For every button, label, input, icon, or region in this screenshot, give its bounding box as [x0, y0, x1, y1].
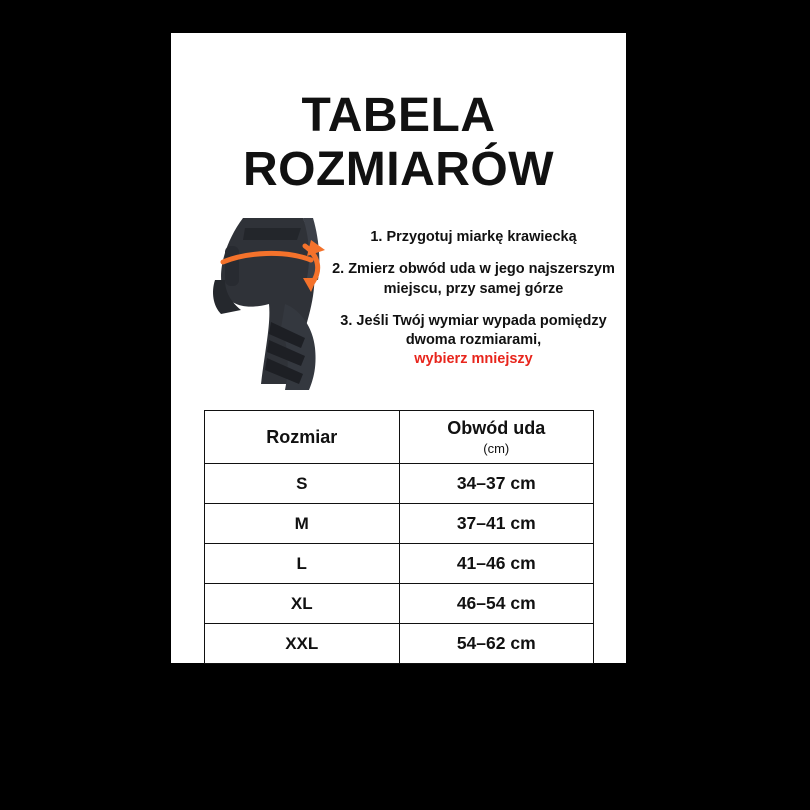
table-row	[205, 464, 594, 504]
leg-illustration-svg	[185, 218, 350, 393]
table-row	[205, 544, 594, 584]
instruction-step-3-text: 3. Jeśli Twój wymiar wypada pomiędzy dwoma rozmiarami,	[340, 312, 607, 349]
cell-size: L	[205, 544, 400, 584]
table-row	[205, 624, 594, 664]
size-table	[204, 410, 594, 664]
header-size: Rozmiar	[205, 411, 400, 464]
size-chart-card	[171, 33, 626, 663]
cell-circumference: 37–41 cm	[399, 504, 594, 544]
cell-size: XL	[205, 584, 400, 624]
header-circumference-unit: (cm)	[483, 441, 510, 456]
instruction-highlight: wybierz mniejszy	[414, 351, 533, 368]
cell-circumference: 46–54 cm	[399, 584, 594, 624]
cell-size: S	[205, 464, 400, 504]
header-circumference-label: Obwód uda	[447, 418, 546, 438]
instruction-step-3	[331, 312, 616, 370]
title-line-1: TABELA	[301, 89, 496, 142]
table-row	[205, 504, 594, 544]
instruction-step-1: 1. Przygotuj miarkę krawiecką	[370, 229, 577, 245]
cell-circumference: 41–46 cm	[399, 544, 594, 584]
title-line-2: ROZMIARÓW	[242, 142, 555, 196]
page-title	[171, 89, 626, 197]
table-header-row	[205, 411, 594, 464]
cell-size: M	[205, 504, 400, 544]
leg-measurement-illustration	[185, 218, 350, 393]
instruction-step-2: 2. Zmierz obwód uda w jego najszerszym miejscu, przy samej górze	[332, 261, 615, 297]
table-row	[205, 584, 594, 624]
cell-circumference: 54–62 cm	[399, 624, 594, 664]
size-table-wrapper	[204, 410, 594, 664]
cell-size: XXL	[205, 624, 400, 664]
instructions-list	[331, 228, 616, 370]
header-circumference	[399, 411, 594, 464]
cell-circumference: 34–37 cm	[399, 464, 594, 504]
